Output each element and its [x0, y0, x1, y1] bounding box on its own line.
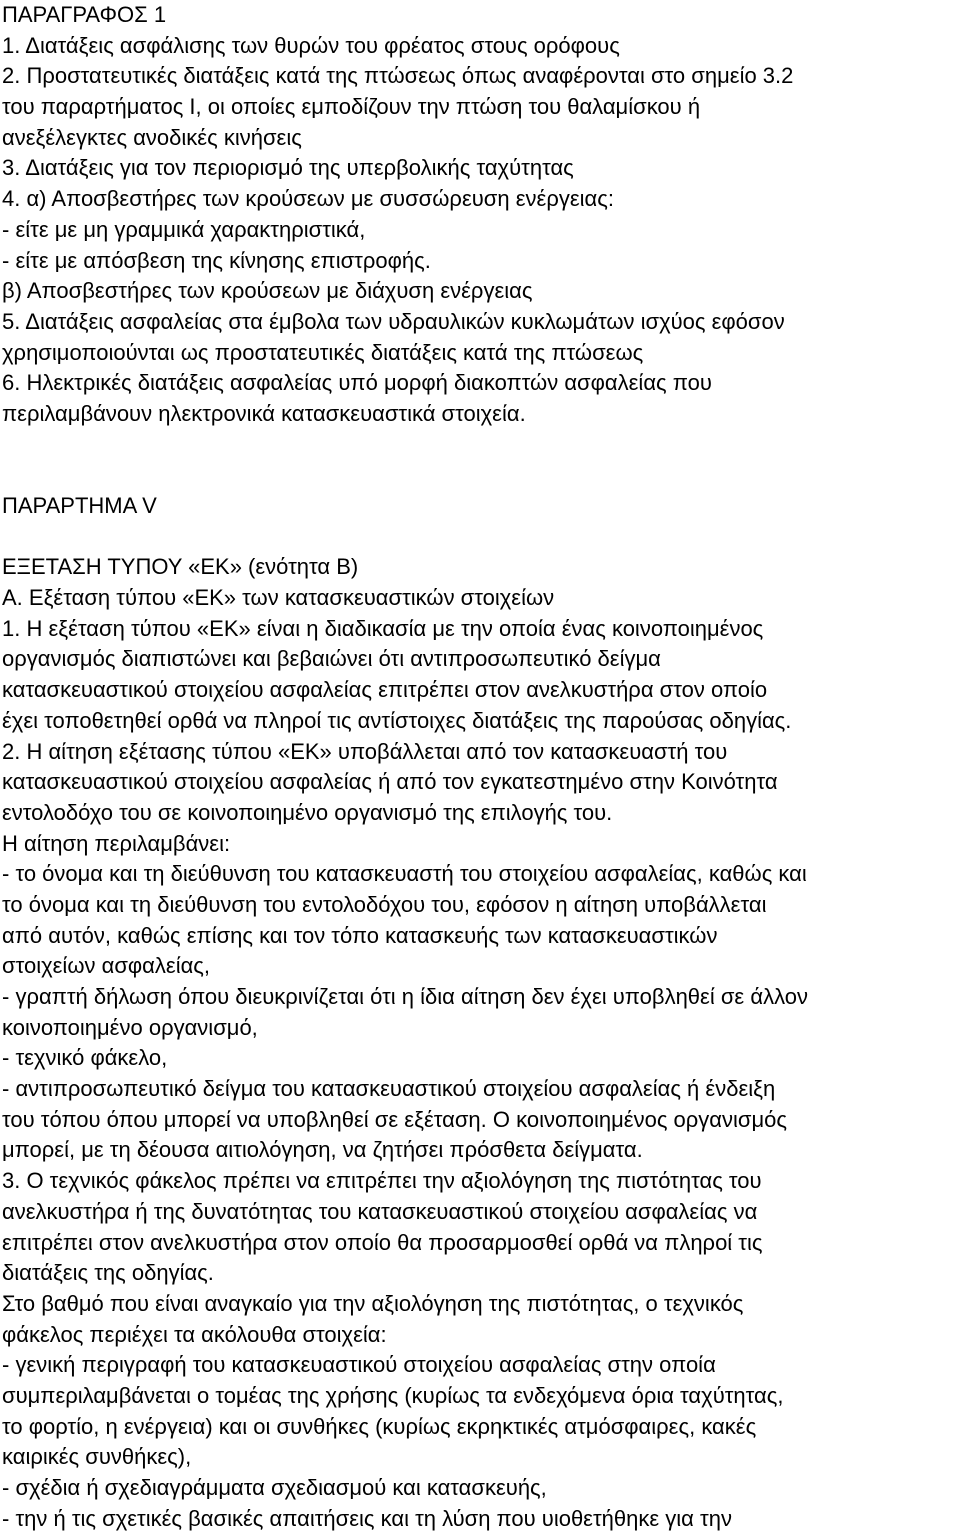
text-line: από αυτόν, καθώς επίσης και τον τόπο κατασκευής των κατασκευαστικών	[2, 922, 718, 948]
blank-line	[2, 522, 960, 553]
text-line: 1. Διατάξεις ασφάλισης των θυρών του φρέατος στους ορόφους	[2, 32, 620, 58]
annex-v	[2, 491, 960, 1534]
text-line: κατασκευαστικού στοιχείου ασφαλείας ή από τον εγκατεστημένο στην Κοινότητα	[2, 769, 778, 795]
text-line: - τεχνικό φάκελο,	[2, 1045, 168, 1071]
text-line: περιλαμβάνουν ηλεκτρονικά κατασκευαστικά στοιχεία.	[2, 400, 526, 426]
annex-subtitle: ΕΞΕΤΑΣΗ ΤΥΠΟΥ «ΕΚ» (ενότητα Β)	[2, 554, 359, 580]
text-line: οργανισμός διαπιστώνει και βεβαιώνει ότι αντιπροσωπευτικό δείγμα	[2, 646, 661, 672]
section-title: ΠΑΡΑΓΡΑΦΟΣ 1	[2, 2, 167, 27]
blank-line	[2, 430, 960, 461]
text-line: Στο βαθμό που είναι αναγκαίο για την αξιολόγηση της πιστότητας, ο τεχνικός	[2, 1290, 744, 1316]
text-line: - την ή τις σχετικές βασικές απαιτήσεις και τη λύση που υιοθετήθηκε για την	[2, 1505, 732, 1531]
text-line: - σχέδια ή σχεδιαγράμματα σχεδιασμού και κατασκευής,	[2, 1475, 547, 1500]
text-line: διατάξεις της οδηγίας.	[2, 1260, 214, 1286]
text-line: μπορεί, με τη δέουσα αιτιολόγηση, να ζητήσει πρόσθετα δείγματα.	[2, 1137, 643, 1163]
annex-title: ΠΑΡΑΡΤΗΜΑ V	[2, 493, 157, 518]
text-line: το όνομα και τη διεύθυνση του εντολοδόχου του, εφόσον η αίτηση υποβάλλεται	[2, 891, 767, 917]
text-line: 3. Ο τεχνικός φάκελος πρέπει να επιτρέπει την αξιολόγηση της πιστότητας του	[2, 1168, 762, 1194]
text-line: του παραρτήματος Ι, οι οποίες εμποδίζουν την πτώση του θαλαμίσκου ή	[2, 94, 701, 120]
text-line: έχει τοποθετηθεί ορθά να πληροί τις αντίστοιχες διατάξεις της παρούσας οδηγίας.	[2, 707, 792, 733]
text-line: - γενική περιγραφή του κατασκευαστικού στοιχείου ασφαλείας στην οποία	[2, 1352, 716, 1378]
text-line: 4. α) Αποσβεστήρες των κρούσεων με συσσώρευση ενέργειας:	[2, 186, 614, 212]
text-line: - το όνομα και τη διεύθυνση του κατασκευαστή του στοιχείου ασφαλείας, καθώς και	[2, 861, 807, 887]
text-line: στοιχείων ασφαλείας,	[2, 953, 211, 979]
text-line: - γραπτή δήλωση όπου διευκρινίζεται ότι η ίδια αίτηση δεν έχει υποβληθεί σε άλλον	[2, 984, 808, 1009]
text-line: 3. Διατάξεις για τον περιορισμό της υπερβολικής ταχύτητας	[2, 155, 574, 181]
text-line: κοινοποιημένο οργανισμό,	[2, 1014, 258, 1040]
text-line: χρησιμοποιούνται ως προστατευτικές διατάξεις κατά της πτώσεως	[2, 339, 644, 365]
text-line: ανελκυστήρα ή της δυνατότητας του κατασκευαστικού στοιχείου ασφαλείας να	[2, 1198, 758, 1224]
text-line: - αντιπροσωπευτικό δείγμα του κατασκευαστικού στοιχείου ασφαλείας ή ένδειξη	[2, 1076, 776, 1102]
text-line: Η αίτηση περιλαμβάνει:	[2, 830, 231, 856]
text-line: - είτε με απόσβεση της κίνησης επιστροφής.	[2, 247, 431, 273]
section-1-body	[2, 31, 960, 430]
text-line: 5. Διατάξεις ασφαλείας στα έμβολα των υδραυλικών κυκλωμάτων ισχύος εφόσον	[2, 308, 785, 334]
annex-body	[2, 583, 960, 1534]
text-line: Α. Εξέταση τύπου «ΕΚ» των κατασκευαστικών στοιχείων	[2, 585, 555, 611]
blank-line	[2, 460, 960, 491]
section-paragraph-1	[2, 0, 960, 430]
text-line: 2. Προστατευτικές διατάξεις κατά της πτώσεως όπως αναφέρονται στο σημείο 3.2	[2, 63, 794, 89]
text-line: φάκελος περιέχει τα ακόλουθα στοιχεία:	[2, 1321, 387, 1347]
text-line: εντολοδόχο του σε κοινοποιημένο οργανισμό της επιλογής του.	[2, 799, 613, 825]
text-line: συμπεριλαμβάνεται ο τομέας της χρήσης (κυρίως τα ενδεχόμενα όρια ταχύτητας,	[2, 1382, 784, 1408]
text-line: ανεξέλεγκτες ανοδικές κινήσεις	[2, 124, 302, 150]
text-line: επιτρέπει στον ανελκυστήρα στον οποίο θα προσαρμοσθεί ορθά να πληροί τις	[2, 1229, 763, 1255]
text-line: 1. Η εξέταση τύπου «ΕΚ» είναι η διαδικασία με την οποία ένας κοινοποιημένος	[2, 615, 764, 641]
text-line: 2. Η αίτηση εξέτασης τύπου «ΕΚ» υποβάλλεται από τον κατασκευαστή του	[2, 738, 728, 764]
text-line: το φορτίο, η ενέργεια) και οι συνθήκες (κυρίως εκρηκτικές ατμόσφαιρες, κακές	[2, 1413, 757, 1439]
text-line: κατασκευαστικού στοιχείου ασφαλείας επιτρέπει στον ανελκυστήρα στον οποίο	[2, 677, 768, 703]
text-line: β) Αποσβεστήρες των κρούσεων με διάχυση ενέργειας	[2, 278, 533, 304]
text-line: καιρικές συνθήκες),	[2, 1444, 192, 1470]
text-line: 6. Ηλεκτρικές διατάξεις ασφαλείας υπό μορφή διακοπτών ασφαλείας που	[2, 370, 712, 396]
text-line: - είτε με μη γραμμικά χαρακτηριστικά,	[2, 216, 366, 242]
text-line: του τόπου όπου μπορεί να υποβληθεί σε εξέταση. Ο κοινοποιημένος οργανισμός	[2, 1106, 787, 1132]
